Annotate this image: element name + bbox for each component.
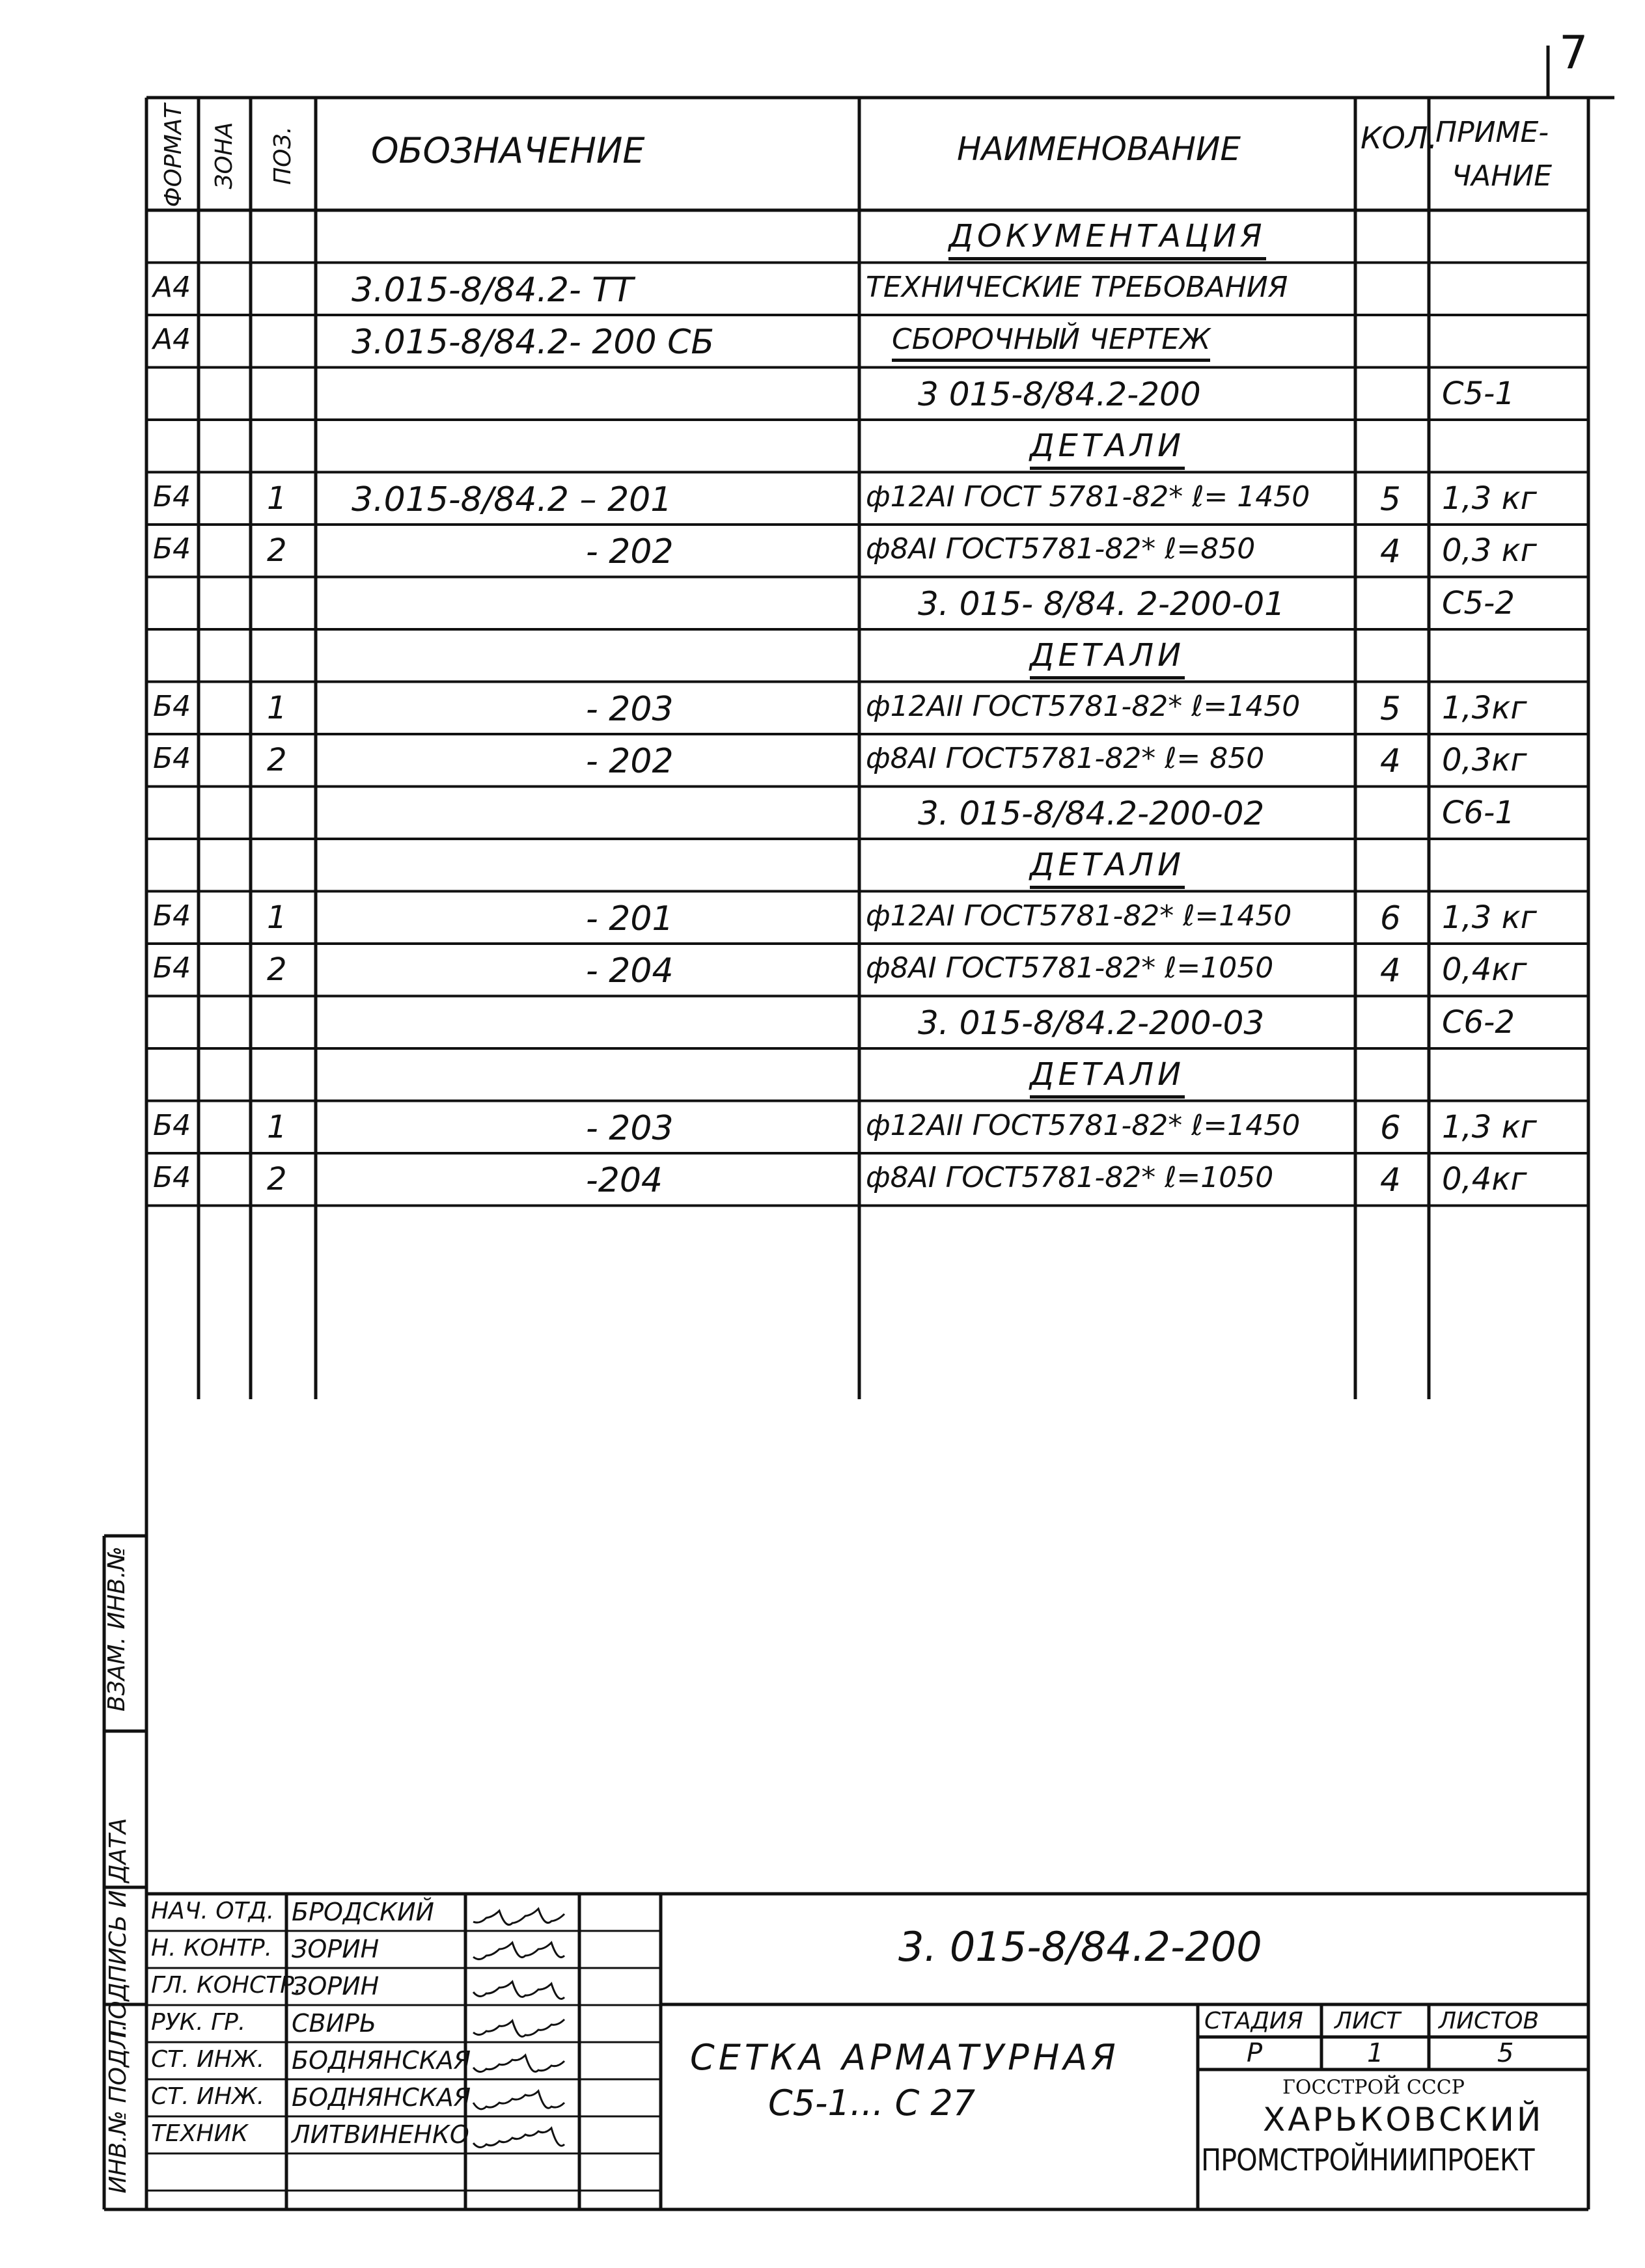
row-note: С6-1 (1442, 794, 1515, 831)
row-name: ф12АI ГОСТ 5781-82* ℓ= 1450 (866, 480, 1310, 513)
row-name: ф8АI ГОСТ5781-82* ℓ=850 (866, 532, 1256, 566)
row-format: Б4 (153, 1161, 191, 1194)
row-qty: 5 (1380, 689, 1401, 728)
row-note: 1,3 кг (1442, 480, 1537, 517)
row-note: 0,4кг (1442, 1161, 1527, 1197)
header-zone: ЗОНА (211, 122, 238, 189)
row-note: С6-2 (1442, 1004, 1515, 1041)
row-name: ТЕХНИЧЕСКИЕ ТРЕБОВАНИЯ (866, 270, 1288, 304)
row-format: Б4 (153, 1108, 191, 1142)
row-qty: 4 (1380, 951, 1401, 989)
row-format: Б4 (153, 480, 191, 513)
row-format: Б4 (153, 742, 191, 775)
signature-role: ГЛ. КОНСТР. (151, 1972, 302, 1999)
row-pos: 2 (267, 532, 287, 569)
row-name: 3. 015- 8/84. 2-200-01 (918, 584, 1285, 623)
row-pos: 1 (267, 480, 287, 517)
signature-role: Н. КОНТР. (151, 1935, 273, 1961)
row-name: ф8АI ГОСТ5781-82* ℓ=1050 (866, 1161, 1274, 1194)
stage-value: Р (1247, 2038, 1263, 2068)
row-format: А4 (153, 270, 191, 304)
sheet-label: ЛИСТ (1334, 2008, 1401, 2034)
row-name: ф8АI ГОСТ5781-82* ℓ= 850 (866, 742, 1265, 775)
row-pos: 2 (267, 742, 287, 778)
signature-name: СВИРЬ (292, 2009, 377, 2038)
row-heading-text: ДЕТАЛИ (1030, 637, 1185, 679)
row-qty: 6 (1380, 1108, 1401, 1147)
signature-role: СТ. ИНЖ. (151, 2083, 265, 2110)
handwritten-signature (470, 1935, 574, 1967)
row-heading-text: ДЕТАЛИ (1030, 1056, 1185, 1099)
row-pos: 1 (267, 1108, 287, 1145)
org-line3: ПРОМСТРОЙНИИПРОЕКТ (1201, 2142, 1534, 2178)
signature-role: СТ. ИНЖ. (151, 2046, 265, 2073)
row-name: ф12АI ГОСТ5781-82* ℓ=1450 (866, 899, 1292, 933)
row-name (892, 323, 1210, 356)
row-name-text: СБОРОЧНЫЙ ЧЕРТЕЖ (892, 323, 1210, 362)
signature-name: ЛИТВИНЕНКО (292, 2120, 469, 2149)
row-format: Б4 (153, 689, 191, 723)
row-note: 1,3 кг (1442, 1108, 1537, 1145)
stage-label: СТАДИЯ (1204, 2008, 1303, 2034)
row-name (859, 1056, 1355, 1093)
row-heading-text: ДОКУМЕНТАЦИЯ (948, 218, 1265, 260)
row-pos: 2 (267, 951, 287, 988)
row-qty: 4 (1380, 532, 1401, 570)
row-qty: 6 (1380, 899, 1401, 937)
handwritten-signature (470, 1898, 574, 1930)
signature-role: РУК. ГР. (151, 2009, 246, 2036)
row-note: С5-2 (1442, 584, 1515, 622)
row-note: 0,3кг (1442, 742, 1527, 778)
org-line1: ГОССТРОЙ СССР (1282, 2076, 1465, 2099)
header-format: ФОРМАТ (160, 103, 187, 208)
row-name: 3. 015-8/84.2-200-02 (918, 794, 1265, 832)
title-line1: СЕТКА АРМАТУРНАЯ (690, 2037, 1120, 2078)
header-pos: ПОЗ. (270, 126, 296, 185)
header-name: НАИМЕНОВАНИЕ (957, 130, 1241, 168)
sheets-value: 5 (1497, 2038, 1514, 2068)
header-designation: ОБОЗНАЧЕНИЕ (371, 130, 645, 171)
row-designation: - 204 (586, 951, 674, 991)
row-name (859, 218, 1355, 254)
row-pos: 1 (267, 899, 287, 936)
signature-role: НАЧ. ОТД. (151, 1898, 275, 1924)
row-designation: - 201 (586, 899, 674, 938)
row-designation: - 202 (586, 532, 674, 571)
row-designation: 3.015-8/84.2 – 201 (352, 480, 672, 519)
row-format: А4 (153, 323, 191, 356)
row-note: 1,3кг (1442, 689, 1527, 726)
row-heading-text: ДЕТАЛИ (1030, 428, 1185, 470)
row-qty: 4 (1380, 742, 1401, 780)
row-qty: 4 (1380, 1161, 1401, 1199)
row-name: ф12АII ГОСТ5781-82* ℓ=1450 (866, 689, 1301, 723)
signature-name: БОДНЯНСКАЯ (292, 2083, 471, 2112)
row-designation: - 203 (586, 1108, 674, 1148)
handwritten-signature (470, 2046, 574, 2079)
row-format: Б4 (153, 951, 191, 985)
row-designation: 3.015-8/84.2- ТТ (352, 270, 633, 310)
row-designation: - 203 (586, 689, 674, 729)
stamp-sign-date: ПОДПИСЬ И ДАТА (105, 1818, 131, 2037)
row-format: Б4 (153, 899, 191, 933)
row-format: Б4 (153, 532, 191, 566)
handwritten-signature (470, 2009, 574, 2042)
signature-role: ТЕХНИК (151, 2120, 248, 2147)
header-note-line2: ЧАНИЕ (1452, 159, 1553, 193)
title-line2: С5-1... С 27 (768, 2083, 976, 2124)
handwritten-signature (470, 2083, 574, 2116)
row-heading-text: ДЕТАЛИ (1030, 847, 1185, 889)
row-pos: 2 (267, 1161, 287, 1197)
sheets-label: ЛИСТОВ (1439, 2008, 1540, 2034)
row-designation: -204 (586, 1161, 663, 1200)
signature-name: БОДНЯНСКАЯ (292, 2046, 471, 2075)
sheet-value: 1 (1367, 2038, 1384, 2068)
row-name (859, 637, 1355, 674)
row-note: 1,3 кг (1442, 899, 1537, 936)
org-line2: ХАРЬКОВСКИЙ (1263, 2101, 1544, 2138)
signature-name: БРОДСКИЙ (292, 1898, 434, 1926)
signature-name: ЗОРИН (292, 1972, 380, 2001)
row-qty: 5 (1380, 480, 1401, 518)
row-name: 3 015-8/84.2-200 (918, 375, 1201, 413)
doc-number: 3. 015-8/84.2-200 (898, 1923, 1262, 1971)
row-name: 3. 015-8/84.2-200-03 (918, 1004, 1265, 1042)
header-qty: КОЛ. (1361, 120, 1438, 156)
stamp-vzam-inv: ВЗАМ. ИНВ.№ (104, 1546, 130, 1712)
row-note: 0,4кг (1442, 951, 1527, 988)
row-note: С5-1 (1442, 375, 1515, 412)
row-designation: - 202 (586, 742, 674, 781)
row-name (859, 428, 1355, 464)
stamp-inv-orig: ИНВ.№ ПОДЛ. (105, 2023, 131, 2194)
row-note: 0,3 кг (1442, 532, 1537, 569)
row-name: ф12АII ГОСТ5781-82* ℓ=1450 (866, 1108, 1301, 1142)
row-pos: 1 (267, 689, 287, 726)
row-name (859, 847, 1355, 883)
handwritten-signature (470, 1972, 574, 2004)
header-note-line1: ПРИМЕ- (1435, 116, 1549, 149)
page-number: 7 (1559, 26, 1588, 79)
signature-name: ЗОРИН (292, 1935, 380, 1963)
row-name: ф8АI ГОСТ5781-82* ℓ=1050 (866, 951, 1274, 985)
row-designation: 3.015-8/84.2- 200 СБ (352, 323, 715, 362)
handwritten-signature (470, 2120, 574, 2153)
